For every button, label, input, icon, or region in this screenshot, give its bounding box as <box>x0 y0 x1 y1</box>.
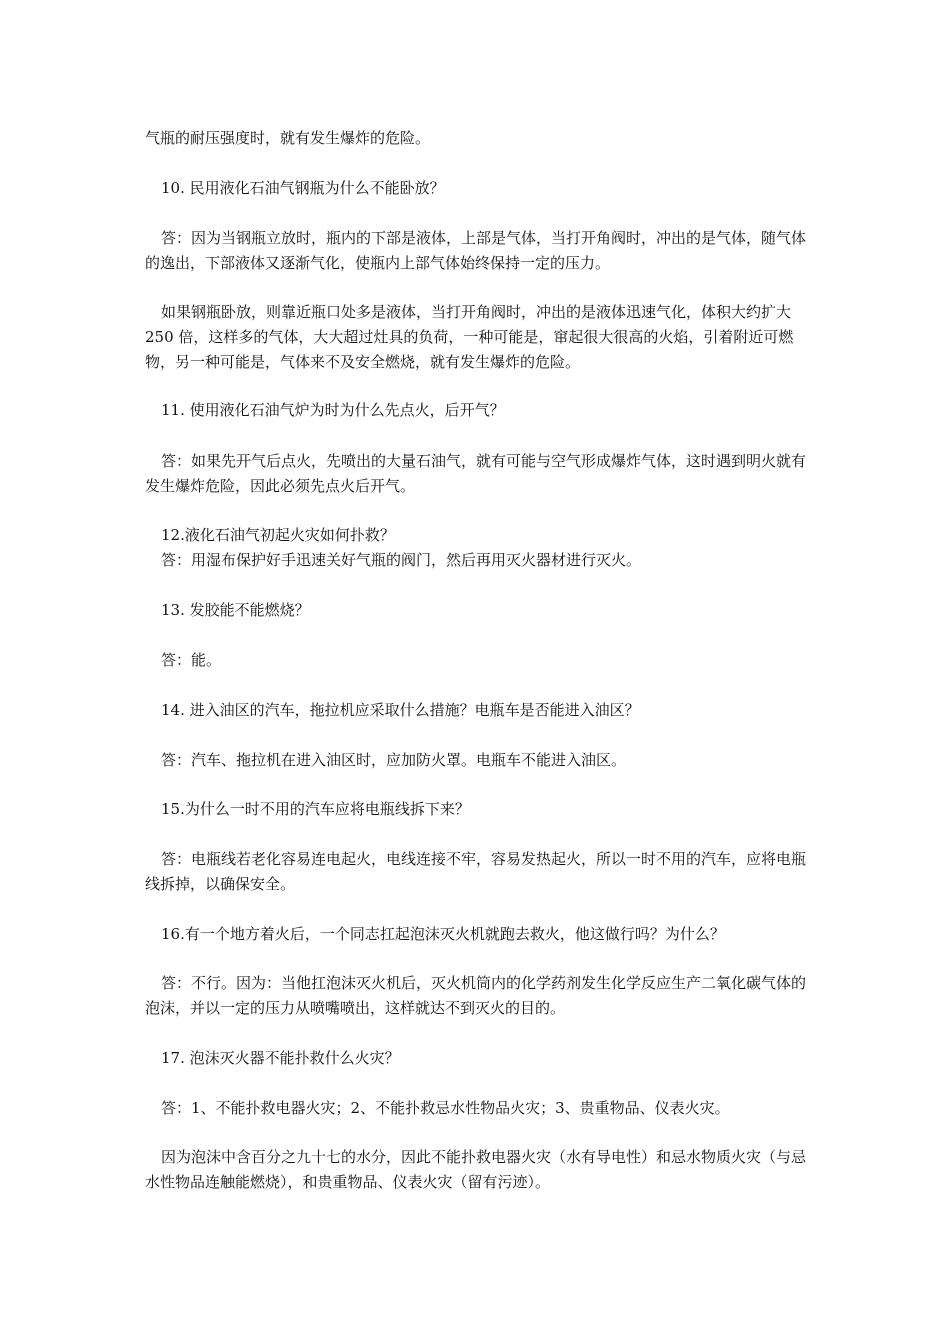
question-11: 11. 使用液化石油气炉为时为什么先点火，后开气？ <box>161 401 505 419</box>
answer-14: 答：汽车、拖拉机在进入油区时，应加防火罩。电瓶车不能进入油区。 <box>161 751 627 769</box>
answer-10-continued: 如果钢瓶卧放，则靠近瓶口处多是液体，当打开角阀时，冲出的是液体迅速气化，体积大约扩大 250 倍，这样多的气体，大大超过灶具的负荷，一种可能是，窜起很大很高的火焰，引着附近可燃物，另一种可能是，气体来不及安全燃烧，就有发生爆炸的危险。 <box>145 303 794 371</box>
answer-11: 答：如果先开气后点火，先喷出的大量石油气，就有可能与空气形成爆炸气体，这时遇到明火就有发生爆炸危险，因此必须先点火后开气。 <box>145 452 807 495</box>
answer-17: 答：1、不能扑救电器火灾；2、不能扑救忌水性物品火灾；3、贵重物品、仪表火灾。 <box>161 1099 730 1117</box>
answer-16: 答：不行。因为：当他扛泡沫灭火机后，灭火机筒内的化学药剂发生化学反应生产二氧化碳气体的泡沫，并以一定的压力从喷嘴喷出，这样就达不到灭火的目的。 <box>145 974 807 1017</box>
question-15: 15.为什么一时不用的汽车应将电瓶线拆下来？ <box>161 800 470 818</box>
paragraph-continuation: 气瓶的耐压强度时，就有发生爆炸的危险。 <box>145 129 431 147</box>
answer-15: 答：电瓶线若老化容易连电起火，电线连接不牢，容易发热起火，所以一时不用的汽车，应将电瓶线拆掉，以确保安全。 <box>145 850 807 893</box>
question-12: 12.液化石油气初起火灾如何扑救？ <box>161 526 395 544</box>
question-10: 10. 民用液化石油气钢瓶为什么不能卧放？ <box>161 179 445 197</box>
question-14: 14. 进入油区的汽车，拖拉机应采取什么措施？电瓶车是否能进入油区？ <box>161 701 640 719</box>
answer-10: 答：因为当钢瓶立放时，瓶内的下部是液体，上部是气体，当打开角阀时，冲出的是气体，随气体的逸出，下部液体又逐渐气化，使瓶内上部气体始终保持一定的压力。 <box>145 229 807 272</box>
answer-13: 答：能。 <box>161 651 222 669</box>
answer-17-explanation: 因为泡沫中含百分之九十七的水分，因此不能扑救电器火灾（水有导电性）和忌水物质火灾（与忌水性物品连触能燃烧），和贵重物品、仪表火灾（留有污迹）。 <box>145 1148 807 1191</box>
question-13: 13. 发胶能不能燃烧？ <box>161 601 310 619</box>
question-17: 17. 泡沫灭火器不能扑救什么火灾？ <box>161 1049 400 1067</box>
answer-12: 答：用湿布保护好手迅速关好气瓶的阀门，然后再用灭火器材进行灭火。 <box>161 551 642 569</box>
question-16: 16.有一个地方着火后，一个同志扛起泡沫灭火机就跑去救火，他这做行吗？为什么？ <box>161 925 725 943</box>
